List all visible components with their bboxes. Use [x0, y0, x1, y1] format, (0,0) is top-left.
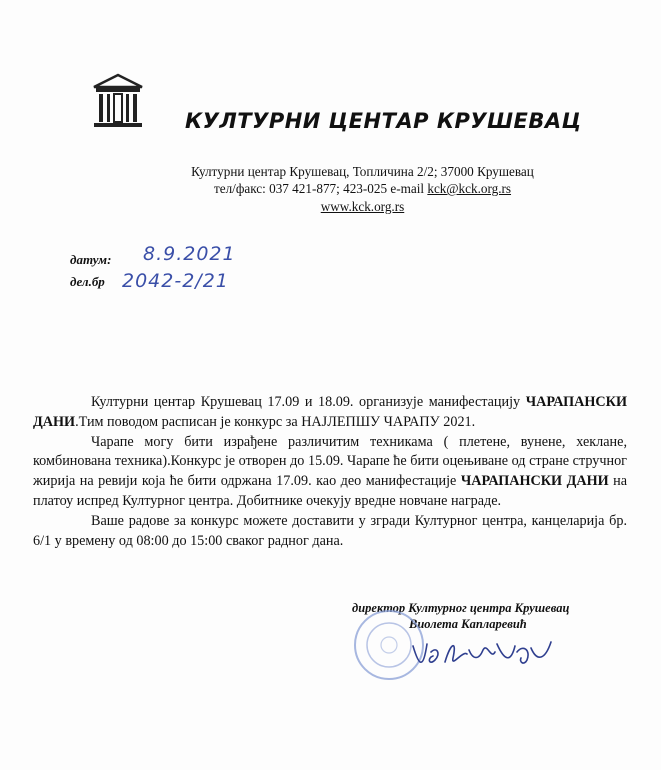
handwritten-reference-number: 2042-2/21: [122, 270, 229, 292]
reference-number-label: дел.бр: [70, 274, 105, 289]
signatory-name: Виолета Капларевић: [409, 617, 527, 631]
address-line: Културни центар Крушевац, Топличина 2/2; 37000 Крушевац: [191, 164, 534, 179]
paragraph-1-text: Културни центар Крушевац 17.09 и 18.09. организује манифестацију: [91, 394, 526, 410]
handwritten-signature-icon: [405, 632, 555, 678]
event-name-bold: ЧАРАПАНСКИ ДАНИ: [460, 473, 609, 490]
contact-line: [165, 181, 560, 197]
paragraph-2-text: Чарапе могу бити израђене различитим техникама ( плетене, вунене, хеклане, комбинована техника).Конкурс је отворен до 15.09. Чарапе ће бити оцењиване од стране стручног жирија на ревији која ће бити одржана 17.09. као део манифестације: [33, 433, 627, 490]
paragraph-2-text-end: на платоу испред Културног центра. Добитнике очекују вредне новчане награде.: [33, 473, 628, 509]
website-line: [165, 199, 560, 215]
email-link[interactable]: kck@kck.org.rs: [427, 181, 512, 196]
letter-body: [33, 393, 627, 551]
signatory-title: директор Културног центра Крушевац: [352, 601, 570, 615]
paragraph-1: [33, 393, 627, 433]
institution-building-logo-icon: [90, 73, 146, 131]
organization-name: КУЛТУРНИ ЦЕНТАР КРУШЕВАЦ: [185, 109, 582, 133]
paragraph-3: Ваше радове за конкурс можете доставити у згради Културног центра, канцеларија бр. 6/1 у времену од 08:00 до 15:00 сваког радног дана.: [33, 512, 627, 549]
paragraph-1-text-end: .Тим поводом расписан је конкурс за НАЈЛЕПШУ ЧАРАПУ 2021.: [75, 413, 476, 430]
handwritten-date: 8.9.2021: [143, 243, 236, 265]
date-label: датум:: [70, 252, 112, 267]
phone-fax: тел/факс: 037 421-877; 423-025 e-mail: [213, 181, 428, 196]
event-name-bold: ЧАРАПАНСКИ ДАНИ: [33, 394, 627, 430]
paragraph-2: [33, 433, 627, 512]
website-link[interactable]: www.kck.org.rs: [320, 199, 405, 214]
